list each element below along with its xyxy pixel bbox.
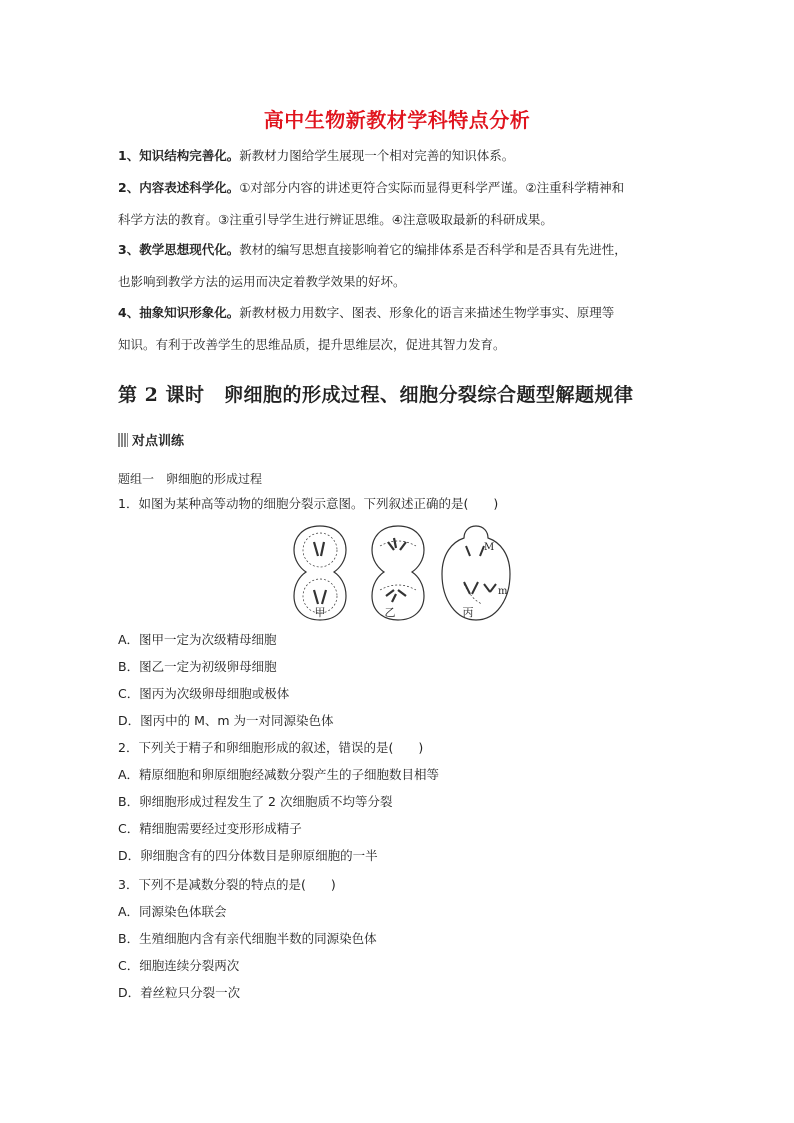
figure-label-jia: 甲 — [314, 606, 326, 619]
group-label: 题组一 卵细胞的形成过程 — [118, 472, 263, 486]
question-1-option-a: A．图甲一定为次级精母细胞 — [118, 632, 277, 647]
question-1-option-b: B．图乙一定为初级卵母细胞 — [118, 659, 277, 674]
figure-label-bing: 丙 — [462, 606, 474, 619]
question-1-option-d: D．图丙中的 M、m 为一对同源染色体 — [118, 713, 334, 728]
question-2-stem: 2．下列关于精子和卵细胞形成的叙述，错误的是( ) — [118, 740, 424, 755]
question-3-option-b: B．生殖细胞内含有亲代细胞半数的同源染色体 — [118, 931, 377, 946]
chrom-label-m: m — [498, 586, 508, 597]
intro-text: 教材的编写思想直接影响着它的编排体系是否科学和是否具有先进性， — [239, 242, 627, 257]
intro-point-1 — [118, 140, 688, 172]
chrom-label-M: M — [484, 542, 495, 553]
question-3-option-a: A．同源染色体联会 — [118, 904, 227, 919]
figure-label-yi: 乙 — [384, 606, 396, 619]
intro-text: ①对部分内容的讲述更符合实际而显得更科学严谨。②注重科学精神和 — [239, 180, 625, 195]
question-3-stem: 3．下列不是减数分裂的特点的是( ) — [118, 877, 336, 892]
section-tag-label: 对点训练 — [132, 434, 185, 449]
intro-lead: 2、内容表述科学化。 — [118, 180, 240, 195]
question-3-option-d: D．着丝粒只分裂一次 — [118, 985, 241, 1000]
intro-continuation: 知识。有利于改善学生的思维品质，提升思维层次，促进其智力发育。 — [118, 337, 506, 352]
intro-continuation: 也影响到教学方法的运用而决定着教学效果的好坏。 — [118, 274, 406, 289]
intro-point-4 — [118, 297, 688, 361]
lesson-title: 第 2 课时 卵细胞的形成过程、细胞分裂综合题型解题规律 — [118, 384, 634, 406]
question-2-option-d: D．卵细胞含有的四分体数目是卵原细胞的一半 — [118, 848, 378, 863]
intro-point-3 — [118, 234, 688, 298]
question-2-option-a: A．精原细胞和卵原细胞经减数分裂产生的子细胞数目相等 — [118, 767, 440, 782]
question-1-option-c: C．图丙为次级卵母细胞或极体 — [118, 686, 290, 701]
section-tag — [118, 430, 184, 449]
section-bar-icon — [118, 433, 128, 447]
intro-point-2 — [118, 172, 688, 236]
main-title: 高中生物新教材学科特点分析 — [263, 108, 531, 132]
intro-lead: 4、抽象知识形象化。 — [118, 305, 240, 320]
question-1-stem: 1．如图为某种高等动物的细胞分裂示意图。下列叙述正确的是( ) — [118, 496, 499, 511]
question-2-option-c: C．精细胞需要经过变形形成精子 — [118, 821, 302, 836]
question-3-option-c: C．细胞连续分裂两次 — [118, 958, 240, 973]
intro-lead: 1、知识结构完善化。 — [118, 148, 240, 163]
question-2-option-b: B．卵细胞形成过程发生了 2 次细胞质不均等分裂 — [118, 794, 393, 809]
intro-text: 新教材力图给学生展现一个相对完善的知识体系。 — [239, 148, 515, 163]
intro-continuation: 科学方法的教育。③注重引导学生进行辨证思维。④注意吸取最新的科研成果。 — [118, 212, 553, 227]
intro-lead: 3、教学思想现代化。 — [118, 242, 240, 257]
intro-text: 新教材极力用数字、图表、形象化的语言来描述生物学事实、原理等 — [239, 305, 615, 320]
